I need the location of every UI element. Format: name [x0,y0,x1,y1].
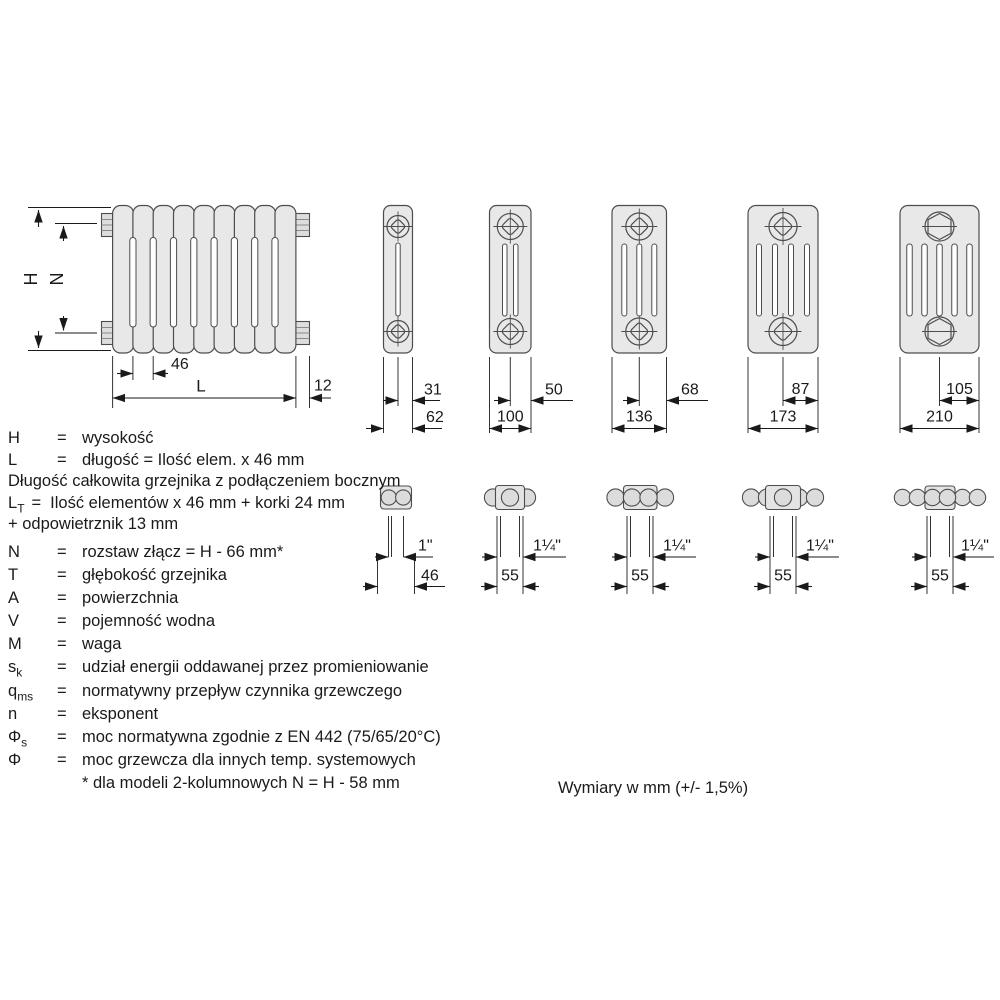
legend-row-qms: $q_{ms}$ = normatywny przepływ czynnika grzewczego [8,681,403,703]
dim-label-thread: 1" [418,537,433,555]
length-dimensions [113,356,310,408]
cross-section-2col [366,206,444,434]
dim-label-depth: 136 [625,408,653,426]
dimensions-note: Wymiary w mm (+/- 1,5%) [558,779,749,797]
dim-label-depth: 210 [926,408,953,426]
legend-row-phi-s: $\Phi_s$ = moc normatywna zgodnie z EN 442 (75/65/20°C) [8,727,441,750]
legend-row-M: M = waga [8,635,122,654]
legend-row-LT: $L_T$ = Ilość elementów x 46 mm + korki 24 mm [8,493,345,516]
dim-label-end-cap: 12 [314,377,332,395]
legend-row-A: A = powierzchnia [8,589,179,608]
legend-row-H: H = wysokość [8,429,154,447]
legend-row-total-length-caption: Długość całkowita grzejnika z podłączeniem bocznym [8,472,401,491]
dim-label-half-depth: 68 [681,381,699,399]
legend-row-V: V = pojemność wodna [8,612,215,631]
top-view-5col [742,486,839,595]
dim-label-length: L [196,376,206,396]
legend-row-vent: + odpowietrznik 13 mm [8,515,179,534]
cross-section-4col [612,206,708,434]
dim-label-thread: 1¼" [663,537,691,555]
cross-section-6col [900,206,979,434]
section-slot [396,243,400,316]
legend-row-sk: $s_k$ = udział energii oddawanej przez promieniowanie [8,658,429,680]
legend-row-n: n = eksponent [8,704,159,723]
legend-row-T: T = głębokość grzejnika [8,566,227,585]
section-ext-lines [384,357,413,433]
top-view-4col [607,486,696,595]
dim-label-pitch: 55 [501,567,519,585]
legend-row-N: N = rozstaw złącz = H - 66 mm* [8,542,284,561]
dim-label-depth: 62 [426,409,444,426]
dim-label-depth: 100 [496,408,524,426]
dim-label-pitch: 46 [421,567,439,585]
top-view-6col [894,486,994,594]
dim-label-half-depth: 31 [424,381,442,399]
legend [8,429,548,797]
front-view-radiator [21,206,332,409]
connector-spacing-label: N [47,272,67,286]
dim-label-thread: 1¼" [961,537,989,555]
legend-row-footnote: * dla modeli 2-kolumnowych N = H - 58 mm [82,773,400,792]
dim-label-half-depth: 50 [545,381,563,399]
dim-label-half-depth: 105 [946,381,973,398]
length-dim-lines [113,374,331,399]
dim-label-pitch: 55 [631,567,649,585]
dim-label-pitch: 55 [931,567,949,585]
legend-row-phi: Φ = moc grzewcza dla innych temp. systemowych [8,750,416,769]
section-slots [622,244,657,316]
dim-label-thread: 1¼" [806,537,834,555]
dim-label-thread: 1¼" [533,537,561,555]
legend-row-L: L = długość = Ilość elem. x 46 mm [8,450,305,469]
radiator-columns [113,206,296,354]
dim-label-element-pitch: 46 [171,356,189,373]
cross-section-3col [490,206,574,434]
dim-label-depth: 173 [769,408,797,426]
dim-label-half-depth: 87 [791,381,810,398]
dim-label-pitch: 55 [774,567,792,585]
cross-section-5col [748,206,818,434]
height-symbol-label: H [21,272,41,286]
